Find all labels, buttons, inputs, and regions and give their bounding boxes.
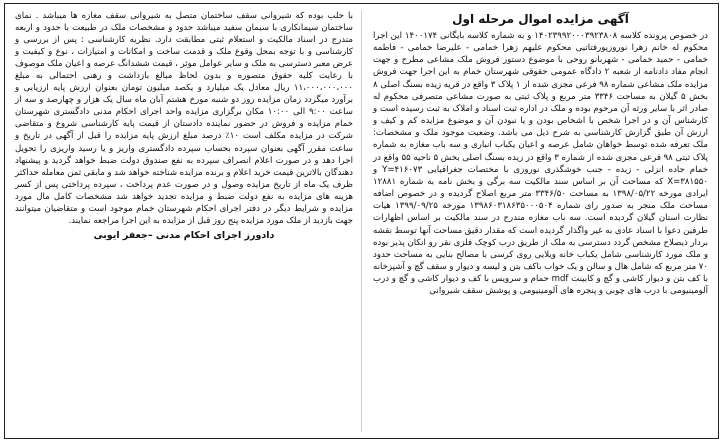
- auction-notice: [4, 3, 719, 439]
- column-divider: [361, 10, 362, 432]
- notice-right-column: [373, 10, 708, 432]
- notice-signature: دادورز اجرای احکام مدنی –جعفر ایوبی: [93, 229, 275, 241]
- notice-body-left: با حلب بوده که شیروانی سقف ساختمان متصل به شیروانی سقف مغازه ها میباشد . نمای ساختمان سیمانکاری با سیمان سفید میباشد حدود و مشخصات ملک در طبیعت با حدود و اربعه مندرج در اسناد مالکیت و استعلام ثبتی مطابقت دارد. نظریه کارشناسی : پس از بررسی و کارشناسی و با توجه بمحل وقوع ملک و قدمت ساخت و امکانات و امتیازات ، نوع و کیفیت و عرض معبر دسترسی به ملک و سایر عوامل موثر ، قیمت ششدانگ عرصه و اعیان ملک موصوف با رعایت کلیه حقوق متصوره و بدون لحاظ مبالغ بازداشت و رهنی احتمالی به مبلغ ۱۱،۰۰۰،۰۰۰،۰۰۰ ریال معادل یک میلیارد و یکصد میلیون تومان بعنوان ارزش پایه ارزیابی و برآورد میگردد زمان مزایده روز دو شنبه مورخ هشتم آبان ماه سال یک هزار و چهارصد و سه از ساعت ۹:۰۰ الی ۱۰:۰۰ مکان برگزاری مزایده واحد اجرای احکام مدنی دادگستری شهرستان خمام مزایده و فروش در حضور نماینده دادستان از قیمت پایه کارشناسی شروع و متقاضی شرکت در مزایده مکلف است ۱۰٪ درصد مبلغ ارزش پایه مزایده را قبل از آگهی در تاریخ و ساعت مقرر آگهی بعنوان سپرده بحساب سپرده دادگستری واریز و یا رسید واریزی را تحویل اجرا دهد و در صورت اعلام انصراف سپرده به نفع صندوق دولت ضبط خواهد گردید و پیشنهاد دهندگان بالاترین قیمت خرید اعلام و برنده مزایده شناخته خواهد شد و مابقی ثمن معامله حداکثر ظرف یک ماه از تاریخ مزایده وصول و در صورت عدم پرداخت ، سپرده پرداختی پس از کسر هزینه های مزایده به نفع دولت ضبط و مزایده تجدید خواهد شد مشخصات کامل مال مورد مزایده و شرایط دیگر در دفتر اجرای احکام شهرستان خمام موجود است و متقاضیان میتوانند جهت بازدید از ملک مورد مزایده پنج روز قبل از مزایده به این اجرا مراجعه نمایند.: [15, 11, 354, 226]
- notice-title: آگهی مزایده اموال مرحله اول: [452, 12, 629, 26]
- notice-left-column: [15, 10, 353, 432]
- notice-body-right: در خصوص پرونده کلاسه ۱۴۰۲۳۹۹۲۰۰۰۳۹۲۳۸۰۸ و به شماره کلاسه بایگانی ۱۴۰۰۱۷۴ این اجرا محکوم له خانم زهرا نوروزپورفتاتیی محکوم علیهم زهرا خمامی - علیرضا خمامی - فاطمه خمامی - حمید خمامی - شهربانو روحی با موضوع دستور فروش ملک مشاعی مطرح و جهت انجام مفاد دادنامه از شعبه ۲ دادگاه عمومی حقوقی شهرستان خمام به این اجرا جهت فروش مزایده ملک مشاعی شماره ۹۸ فرعی مجزی شده از ۱ پلاک ۳ واقع در قریه زیده بسنگ اصلی ۸ بخش ۵ گیلان به مساحت ۳۳۴۶ متر مربع و پلاک ثبتی به صورت مشاعی متصرفی محکوم له صادر اثر با سایر ورثه آن مرحوم بوده و ملک در اداره ثبت اسناد و املاک به ثبت رسیده است و کارشناس آن و در اجرا شخص با اشخاص بودن و یا نبودن آن و موضوع مزایده کم و کیف و ارزش آن طبق گزارش کارشناسی به شرح ذیل می باشد. وضعیت موجود ملک و مشخصات: ملک تعرفه شده توسط خواهان شامل عرصه و اعیان یکباب انباری و سه باب مغازه به شماره پلاک ثبتی ۹۸ فرعی مجزی شده از شماره ۳ واقع در زیده بسنگ اصلی بخش ۵ ناحیه ۵۵ واقع در خمام جاده انزلی - زیده - جنب خوشگذری نوروزی با مختصات جغرافیایی Y=۴۱۶۰۷۳ و X=۳۸۱۵۵۰ که مساحت آن بر اساس سند مالکیت سه برگی و بخش نامه به شماره ۱۲۸۸۱ ایرادی مورخه ۱۳۹۸/۰۵/۲۲ به مساحت ۳۳۴۶/۵۰ متر مربع اصلاح گردیده و در خصوص اضافه مساحت ملک منجر به صدور رای شماره ۱۳۹۸۶۰۳۱۸۶۳۵۰۰۰۵۰۴ مورخه ۱۳۹۹/۰۹/۲۵ هیات نظارت استان گیلان گردیده است. سه باب مغازه مندرج در سند مالکیت بر اساس اظهارات طرفین دعوا با اسناد عادی به غیر واگذار گردیده است که مقدار دقیق مساحت آنها توسط نقشه بردار ذیصلاح مشخص گردد دسترسی به ملک از طریق درب کوچک فلزی نقر رو انکان پذیر بوده و ملک مورد کارشناسی شامل یکباب خانه ویلایی روی کرسی با مصالح بنایی به مساحت حدود ۷۰ متر مربع که شامل هال و سالن و یک خواب باکف بتن و لیسه و دیوار و سقف گچ و آشپزخانه با کف بتن و دیوار کاشی و گچ و کابینت mdf حمام و سرویس با کف و دیوار کاشی و گچ و درب آلومینیومی با درب های چوبی و پنجره های آلومینیومی و پوشش سقف شیروانی: [373, 31, 709, 297]
